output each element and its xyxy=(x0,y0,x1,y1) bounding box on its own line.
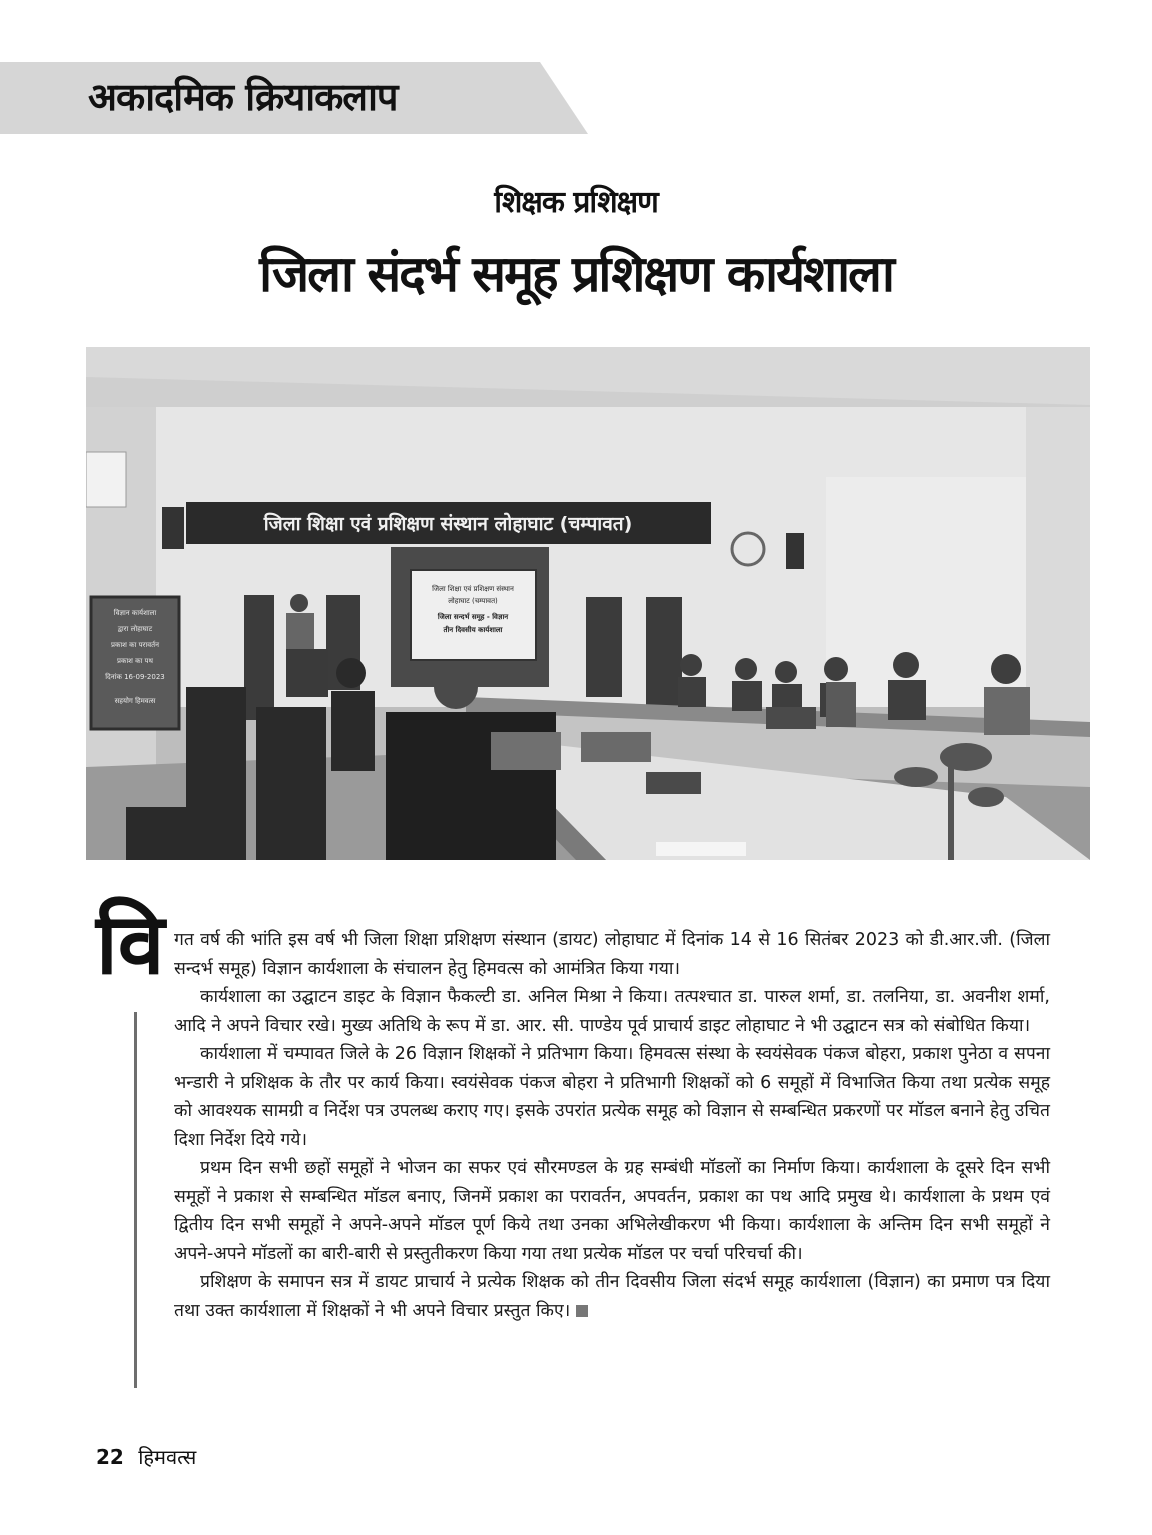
svg-text:दिनांक 16-09-2023: दिनांक 16-09-2023 xyxy=(105,673,165,681)
svg-text:प्रकाश का परावर्तन: प्रकाश का परावर्तन xyxy=(111,641,159,649)
article-headline: जिला संदर्भ समूह प्रशिक्षण कार्यशाला xyxy=(259,245,893,303)
page-footer xyxy=(96,1443,196,1470)
article-paragraph: कार्यशाला का उद्घाटन डाइट के विज्ञान फैकल्टी डा. अनिल मिश्रा ने किया। तत्पश्चात डा. पारुल शर्मा, डा. तलनिया, डा. अवनीश शर्मा, आदि ने अपने विचार रखे। मुख्य अतिथि के रूप में डा. आर. सी. पाण्डेय पूर्व प्राचार्य डाइट लोहाघाट ने भी उद्घाटन सत्र को संबोधित किया। xyxy=(174,987,1050,1036)
article-paragraph: कार्यशाला में चम्पावत जिले के 26 विज्ञान शिक्षकों ने प्रतिभाग किया। हिमवत्स संस्था के स्वयंसेवक पंकज बोहरा, प्रकाश पुनेठा व सपना भन्डारी ने प्रशिक्षक के तौर पर कार्य किया। स्वयंसेवक पंकज बोहरा ने प्रतिभागी शिक्षकों को 6 समूहों में विभाजित किया तथा प्रत्येक समूह को आवश्यक सामग्री व निर्देश पत्र उपलब्ध कराए गए। इसके उपरांत प्रत्येक समूह को विज्ञान से सम्बन्धित प्रकरणों पर मॉडल बनाने हेतु उचित दिशा निर्देश दिये गये। xyxy=(174,1044,1050,1150)
article-body xyxy=(174,926,1050,1325)
svg-text:प्रकाश का पथ: प्रकाश का पथ xyxy=(116,657,154,665)
drop-cap: वि xyxy=(96,895,165,993)
svg-text:जिला सन्दर्भ समूह - विज्ञान: जिला सन्दर्भ समूह - विज्ञान xyxy=(437,613,509,621)
workshop-photo-illustration xyxy=(86,347,1090,860)
article-paragraph: प्रथम दिन सभी छहों समूहों ने भोजन का सफर एवं सौरमण्डल के ग्रह सम्बंधी मॉडलों का निर्माण किया। कार्यशाला के दूसरे दिन सभी समूहों ने प्रकाश से सम्बन्धित मॉडल बनाए, जिनमें प्रकाश का परावर्तन, अपवर्तन, प्रकाश का पथ आदि प्रमुख थे। कार्यशाला के प्रथम एवं द्वितीय दिन सभी समूहों ने अपने-अपने मॉडल पूर्ण किये तथा उनका अभिलेखीकरण भी किया। कार्यशाला के अन्तिम दिन सभी समूहों ने अपने-अपने मॉडलों का बारी-बारी से प्रस्तुतीकरण किया गया तथा प्रत्येक मॉडल पर चर्चा परिचर्चा की। xyxy=(174,1158,1050,1264)
svg-text:लोहाघाट (चम्पावत): लोहाघाट (चम्पावत) xyxy=(448,597,498,605)
article-paragraph-text: प्रशिक्षण के समापन सत्र में डायट प्राचार्य ने प्रत्येक शिक्षक को तीन दिवसीय जिला संदर्भ समूह कार्यशाला (विज्ञान) का प्रमाण पत्र दिया तथा उक्त कार्यशाला में शिक्षकों ने भी अपने विचार प्रस्तुत किए। xyxy=(174,1272,1050,1321)
article-paragraph-last xyxy=(174,1268,1050,1325)
svg-text:जिला शिक्षा एवं प्रशिक्षण संस्: जिला शिक्षा एवं प्रशिक्षण संस्थान लोहाघाट (चम्पावत) xyxy=(263,513,633,535)
svg-text:द्वारा लोहाघाट: द्वारा लोहाघाट xyxy=(117,625,153,633)
svg-text:सहयोग हिमवत्स: सहयोग हिमवत्स xyxy=(114,697,156,705)
end-of-article-mark xyxy=(576,1305,588,1317)
page-number: 22 xyxy=(96,1445,124,1469)
workshop-photo xyxy=(86,347,1090,860)
svg-text:जिला शिक्षा एवं प्रशिक्षण संस्: जिला शिक्षा एवं प्रशिक्षण संस्थान xyxy=(432,585,514,593)
event-banner xyxy=(411,570,536,660)
wall-sign xyxy=(186,502,711,544)
drop-cap-rule xyxy=(134,1012,137,1388)
svg-text:विज्ञान कार्यशाला: विज्ञान कार्यशाला xyxy=(113,609,157,617)
chalkboard xyxy=(91,597,179,729)
svg-text:तीन दिवसीय कार्यशाला: तीन दिवसीय कार्यशाला xyxy=(443,626,503,634)
article-kicker: शिक्षक प्रशिक्षण xyxy=(494,185,658,220)
magazine-name: हिमवत्स xyxy=(138,1445,197,1469)
article-paragraph: गत वर्ष की भांति इस वर्ष भी जिला शिक्षा प्रशिक्षण संस्थान (डायट) लोहाघाट में दिनांक 14 से 16 सितंबर 2023 को डी.आर.जी. (जिला सन्दर्भ समूह) विज्ञान कार्यशाला के संचालन हेतु हिमवत्स को आमंत्रित किया गया। xyxy=(174,930,1050,979)
section-title: अकादमिक क्रियाकलाप xyxy=(88,75,398,119)
